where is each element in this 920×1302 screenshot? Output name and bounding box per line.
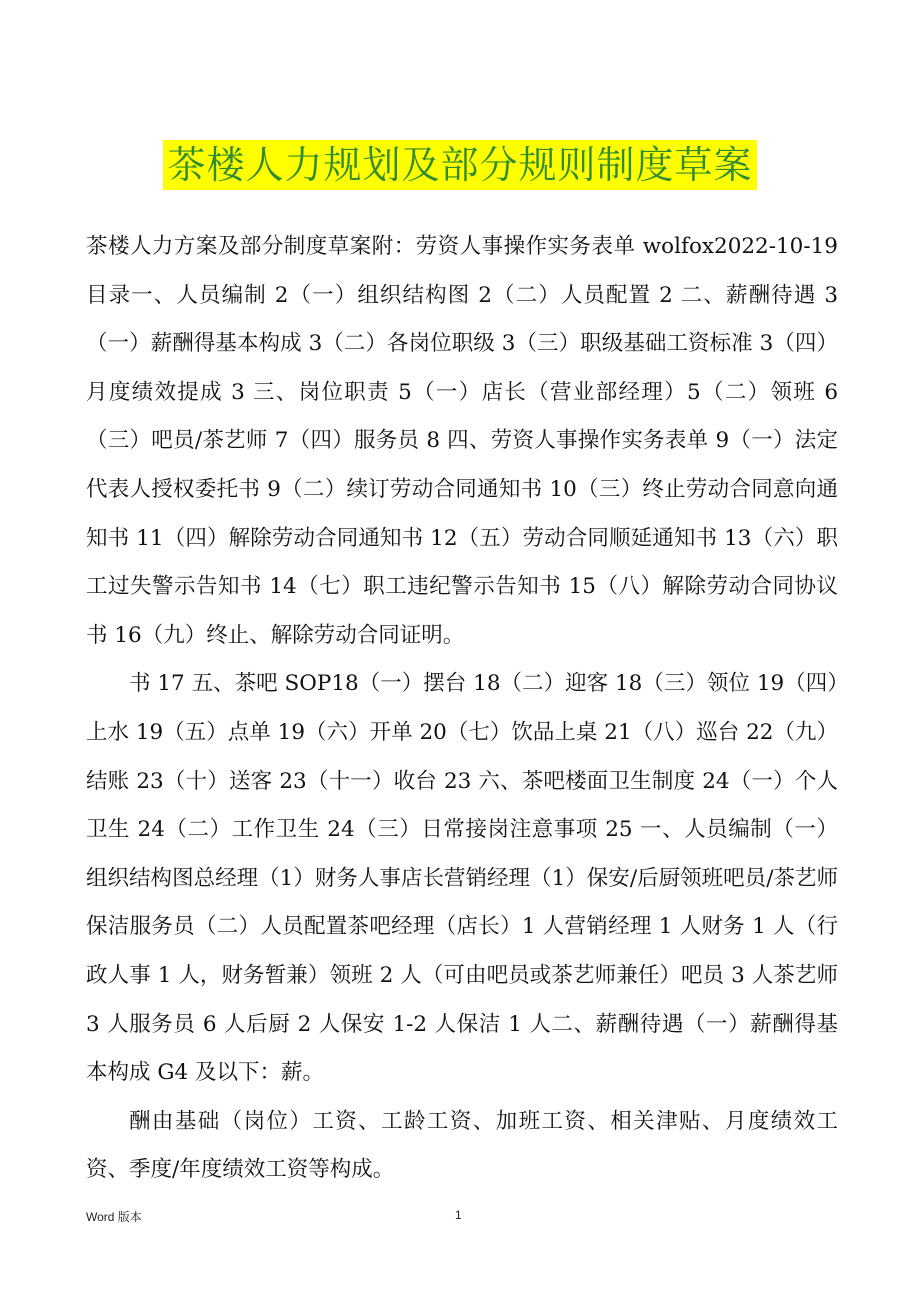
body-paragraph-1: 茶楼人力方案及部分制度草案附：劳资人事操作实务表单 wolfox2022-10-19 目录一、人员编制 2（一）组织结构图 2（二）人员配置 2 二、薪酬待遇 3（一）薪酬得基本构成 3（二）各岗位职级 3（三）职级基础工资标准 3（四）月度绩效提成 3 三、岗位职责 5（一）店长（营业部经理）5（二）领班 6（三）吧员/茶艺师 7（四）服务员 8 四、劳资人事操作实务表单 9（一）法定代表人授权委托书 9（二）续订劳动合同通知书 10（三）终止劳动合同意向通知书 11（四）解除劳动合同通知书 12（五）劳动合同顺延通知书 13（六）职工过失警示告知书 14（七）职工违纪警示告知书 15（八）解除劳动合同协议书 16（九）终止、解除劳动合同证明。 xyxy=(86,234,838,648)
page-number: 1 xyxy=(455,1208,462,1222)
document-body xyxy=(86,223,838,1195)
body-paragraph-3: 酬由基础（岗位）工资、工龄工资、加班工资、相关津贴、月度绩效工资、季度/年度绩效工资等构成。 xyxy=(86,1108,838,1183)
footer-label: Word 版本 xyxy=(86,1210,142,1224)
document-title: 茶楼人力规划及部分规则制度草案 xyxy=(163,140,756,190)
title-container xyxy=(0,140,920,190)
body-paragraph-2: 书 17 五、茶吧 SOP18（一）摆台 18（二）迎客 18（三）领位 19（四）上水 19（五）点单 19（六）开单 20（七）饮品上桌 21（八）巡台 22（九）结账 23（十）送客 23（十一）收台 23 六、茶吧楼面卫生制度 24（一）个人卫生 24（二）工作卫生 24（三）日常接岗注意事项 25 一、人员编制（一）组织结构图总经理（1）财务人事店长营销经理（1）保安/后厨领班吧员/茶艺师保洁服务员（二）人员配置茶吧经理（店长）1 人营销经理 1 人财务 1 人（行政人事 1 人，财务暂兼）领班 2 人（可由吧员或茶艺师兼任）吧员 3 人茶艺师 3 人服务员 6 人后厨 2 人保安 1-2 人保洁 1 人二、薪酬待遇（一）薪酬得基本构成 G4 及以下：薪。 xyxy=(86,671,838,1086)
